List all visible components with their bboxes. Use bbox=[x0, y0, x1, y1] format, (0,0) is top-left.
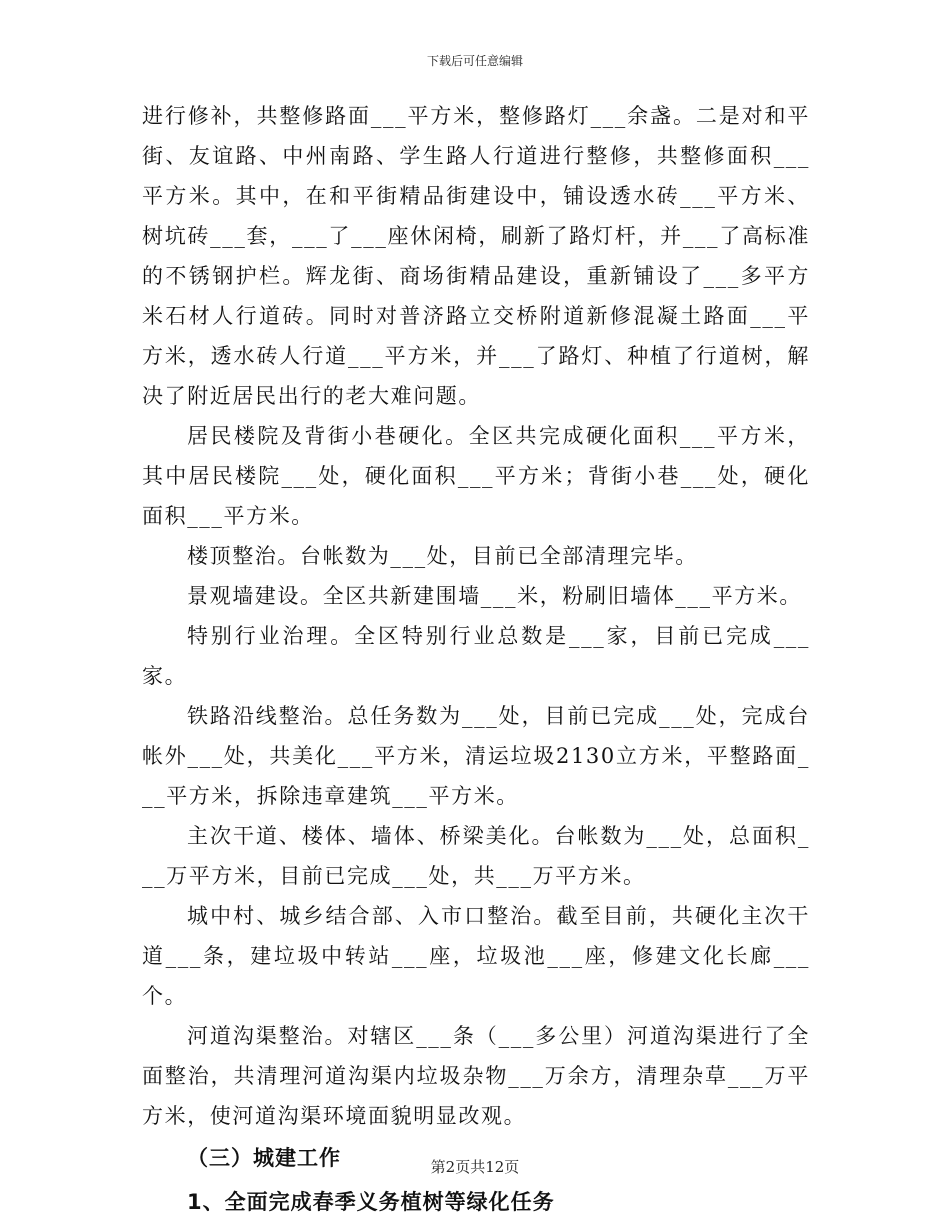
paragraph-river: 河道沟渠整治。对辖区___条（___多公里）河道沟渠进行了全面整治，共清理河道沟渠内垃圾杂物___万余方，清理杂草___万平方米，使河道沟渠环境面貌明显改观。 bbox=[142, 1024, 810, 1128]
document-body bbox=[142, 96, 810, 1224]
paragraph-urban-village: 城中村、城乡结合部、入市口整治。截至目前，共硬化主次干道___条，建垃圾中转站___座，垃圾池___座，修建文化长廊___个。 bbox=[142, 904, 810, 1008]
paragraph-rooftop: 楼顶整治。台帐数为___处，目前已全部清理完毕。 bbox=[187, 544, 698, 568]
paragraph-road-repair: 进行修补，共整修路面___平方米，整修路灯___余盏。二是对和平街、友谊路、中州南路、学生路人行道进行整修，共整修面积___平方米。其中，在和平街精品街建设中，铺设透水砖___平方米、树坑砖___套，___了___座休闲椅，刷新了路灯杆，并___了高标准的不锈钢护栏。辉龙街、商场街精品建设，重新铺设了___多平方米石材人行道砖。同时对普济路立交桥附道新修混凝土路面___平方米，透水砖人行道___平方米，并___了路灯、种植了行道树，解决了附近居民出行的老大难问题。 bbox=[142, 104, 810, 408]
subsection-heading: 1、全面完成春季义务植树等绿化任务 bbox=[187, 1190, 555, 1214]
paragraph-beautification: 主次干道、楼体、墙体、桥梁美化。台帐数为___处，总面积___万平方米，目前已完成___处，共___万平方米。 bbox=[142, 824, 810, 888]
paragraph-special-industry: 特别行业治理。全区特别行业总数是___家，目前已完成___家。 bbox=[142, 624, 810, 688]
paragraph-landscape-wall: 景观墙建设。全区共新建围墙___米，粉刷旧墙体___平方米。 bbox=[187, 584, 802, 608]
paragraph-railway: 铁路沿线整治。总任务数为___处，目前已完成___处，完成台帐外___处，共美化___平方米，清运垃圾2130立方米，平整路面___平方米，拆除违章建筑___平方米。 bbox=[142, 704, 810, 808]
section-heading: （三）城建工作 bbox=[187, 1146, 341, 1170]
paragraph-residential-hardening: 居民楼院及背街小巷硬化。全区共完成硬化面积___平方米，其中居民楼院___处，硬化面积___平方米；背街小巷___处，硬化面积___平方米。 bbox=[142, 424, 810, 528]
page-number: 第2页共12页 bbox=[430, 1158, 520, 1176]
page-header: 下载后可任意编辑 bbox=[426, 54, 523, 68]
